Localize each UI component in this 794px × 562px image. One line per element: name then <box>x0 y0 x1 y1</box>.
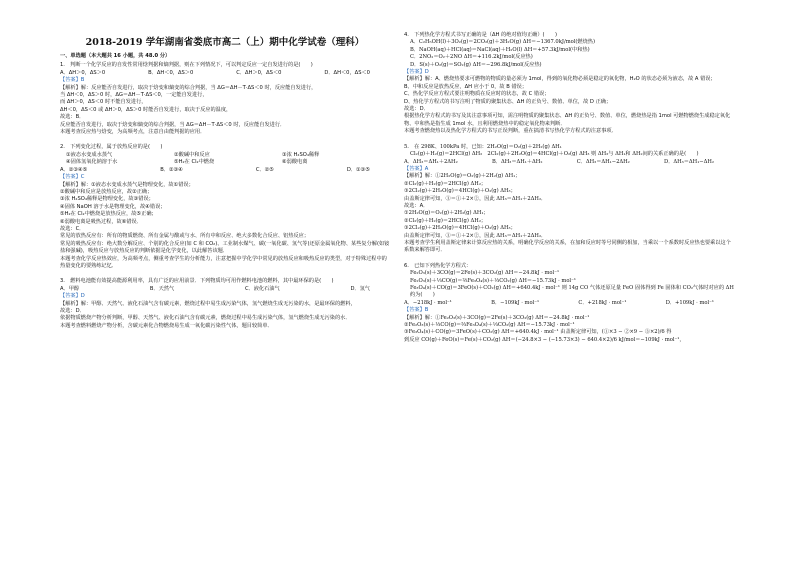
option-row <box>60 70 390 77</box>
analysis-line: ①2H₂O(g)＝O₂(g)＋2H₂(g) ΔH₁； <box>404 210 489 217</box>
option-d: D．ΔH₃＝ΔH₁−ΔH₂ <box>664 158 714 165</box>
analysis-line: 【解析】解：A、燃烧热要求可燃物的物质的量必须为 1mol，得到的氧化物必须是稳定的氧化物，H₂O 的状态必须为液态，故 A 错误； <box>404 76 716 83</box>
analysis-line: 故选：C． <box>60 225 85 232</box>
analysis-line: 本题考查学生利用盖斯定律来计算反应热的关系，明确化学反应的关系，在加和反应时等号同侧的相加，当乘以一个系数时反应热也要乘以这个系数来解答即可． <box>404 239 731 254</box>
analysis-line: ΔH＜0，ΔS＜0 或 ΔH＞0，ΔS＞0 时能否自发进行，取决于反应的温度， <box>60 106 232 113</box>
option-b: B．②③④ <box>160 166 183 173</box>
analysis-line: 根据热化学方程式的书写及其注意事项可知，需注明物质的聚集状态、ΔH 的正负号、数值、单位，燃烧热是指 1mol 可燃物燃烧生成稳定氧化物、中和热是指生成 1mol 水，且利用燃烧热中的稳定氧化物来判断． <box>404 113 731 127</box>
item: ①液态水变成水蒸气 <box>66 151 113 158</box>
analysis-line: 【解析】解：①Fe₂O₃(s)＋3CO(g)＝2Fe(s)＋3CO₂(g) ΔH＝−24.8kJ · mol⁻¹ <box>404 314 590 321</box>
option-row <box>404 300 734 307</box>
analysis-line: 依据物质燃烧产物分析判断，甲醇、天然气、液化石油气含有碳元素，燃烧过程中易生成污染气体，氢气燃烧生成无污染的水． <box>60 315 351 322</box>
option-b: B．ΔH＜0，ΔS＞0 <box>148 69 194 76</box>
option-b: B．天然气 <box>149 285 175 292</box>
analysis-line: ③Fe₃O₄(s)＋CO(g)＝3FeO(s)＋CO₂(g) ΔH＝+640.4kJ · mol⁻¹ 由盖斯定律可知，(①×3 − ②×9 − ③×2)/6 得 <box>404 329 672 336</box>
answer-label: 【答案】B <box>60 77 85 84</box>
analysis-line: ④固体 NaOH 溶于水是物理变化，故④错误； <box>60 203 166 210</box>
analysis-line: 到反应 CO(g)＋FeO(s)＝Fe(s)＋CO₂(g) ΔH＝(−24.8×3 − (−15.73×3) − 640.4×2)/6 kJ/mol＝−109kJ · mol⁻¹， <box>404 336 685 343</box>
item: ⑥弱酸电离 <box>282 159 308 166</box>
analysis-line: 【解析】解：甲醇、天然气、液化石油气含有碳元素，燃烧过程中易生成污染气体，氢气燃烧生成无污染的水，是最环保的燃料， <box>60 300 356 307</box>
left-column <box>60 10 390 330</box>
analysis-line: 反应能否自发进行，取决于焓变和熵变的综合判据，当 ΔG＝ΔH－T·ΔS＜0 时，反应能自发进行． <box>60 121 286 128</box>
analysis-line: 本题考查反应热与焓变，为高频考点，注意自由能判据的应用． <box>60 129 206 136</box>
analysis-line: 故选：B． <box>60 114 85 121</box>
analysis-line: 故选：D． <box>60 308 85 314</box>
analysis-line: 故选：D． <box>404 106 429 113</box>
analysis-line: 本题考查燃烧热以及热化学方程式的书写正误判断，重在搞清书写热化学方程式的注意事项． <box>404 128 617 135</box>
question-line: Fe₃O₄(s)＋CO(g)＝3FeO(s)＋CO₂(g) ΔH＝+640.4kJ · mol⁻¹ 则 14g CO 气体还原足量 FeO 固体得到 Fe 固体和 CO₂气体时对应的 ΔH 约为( ) <box>410 285 734 299</box>
option-c: C．ΔH＞0，ΔS＜0 <box>236 69 282 76</box>
question-stem: 1. 判断一个化学反应的自发性常用焓判据和熵判据，则在下列情况下，可以判定反应一定自发进行的是( ) <box>60 62 313 69</box>
option-c: C．②⑤ <box>255 166 274 173</box>
answer-label: 【答案】C <box>60 174 85 181</box>
analysis-line: D、热化学方程式的书写注明了物质的聚集状态、ΔH 的正负号、数值、单位，故 D 正确； <box>404 98 612 105</box>
analysis-line: C、热化学反应方程式要注明物质在反应时的状态，故 C 错误； <box>404 91 550 98</box>
answer-label: 【答案】B <box>404 307 429 314</box>
option-row <box>60 286 390 293</box>
option-a: A．ΔH＞0，ΔS＞0 <box>60 69 106 76</box>
analysis-line: 当 ΔH＜0，ΔS＞0 时，ΔG＝ΔH－T·ΔS＜0，一定能自发进行， <box>60 92 208 99</box>
option-b: B．−109kJ · mol⁻¹ <box>491 299 540 306</box>
option-a: A．C₂H₅OH(l)＋3O₂(g)＝2CO₂(g)＋3H₂O(g) ΔH＝−1367.0kJ/mol(燃烧热) <box>410 39 596 46</box>
analysis-line: 常见的放热反应有：所有的物质燃烧、所有金属与酸或与水、所有中和反应、绝大多数化合反应、铝热反应； <box>60 233 310 240</box>
section-heading: 一、单选题（本大题共 16 小题，共 48.0 分） <box>60 53 171 59</box>
analysis-line: 而 ΔH＞0，ΔS＜0 时不能自发进行， <box>60 99 147 106</box>
question-stem: 5. 在 298K、100kPa 时，已知：2H₂O(g)＝O₂(g)＋2H₂(g) ΔH₁ <box>404 143 562 150</box>
option-d: D．+109kJ · mol⁻¹ <box>665 299 714 306</box>
doc-title: 2018-2019 学年湖南省娄底市高二（上）期中化学试卷（理科） <box>85 37 365 48</box>
option-row <box>404 159 734 166</box>
analysis-line: B、中和反应是放热反应，ΔH 应小于 0，故 B 错误； <box>404 83 528 90</box>
analysis-line: 故选：A． <box>404 202 429 209</box>
analysis-line: ②酸碱中和反应是放热反应，故②正确； <box>60 188 153 195</box>
analysis-line: ⑤H₂在 Cl₂中燃烧是放热反应，故⑤正确； <box>60 211 157 218</box>
analysis-line: 由盖斯定律可知，③＝①＋2×②，因此 ΔH₃＝ΔH₁＋2ΔH₂． <box>404 195 547 202</box>
answer-label: 【答案】A <box>404 165 429 172</box>
analysis-line: 常见的吸热反应有：绝大数分解反应、个别的化合反应(如 C 和 CO₂)、工业制水煤气、碳(一氧化碳、氢气等)还原金属氧化物、某些复分解(如铵盐和强碱)，吸热反应与放热反应的判断依据是化学变化，以此解答该题． <box>60 240 390 255</box>
analysis-line: ②Cl₂(g)＋H₂(g)＝2HCl(g) ΔH₂； <box>404 217 487 224</box>
option-d: D．S(s)＋O₂(g)＝SO₂(g) ΔH＝−296.8kJ/mol(反应热) <box>410 61 542 68</box>
question-3 <box>60 278 390 330</box>
item: ④固体氢氧化钠溶于水 <box>66 159 118 166</box>
option-a: A．②③④⑤ <box>60 166 88 173</box>
option-row <box>60 167 390 174</box>
option-b: B．NaOH(aq)＋HCl(aq)＝NaCl(aq)＋H₂O(l) ΔH＝+57.3kJ/mol(中和热) <box>410 46 590 53</box>
option-d: D．氢气 <box>350 285 370 292</box>
option-c: C．2NO₂＝O₂＋2NO ΔH＝+116.2kJ/mol(反应热) <box>410 54 533 61</box>
analysis-line: 【解析】解：①液态水变成水蒸气是物理变化，故①错误； <box>60 181 194 188</box>
answer-label: 【答案】D <box>404 69 429 76</box>
analysis-line: ③2Cl₂(g)＋2H₂O(g)＝4HCl(g)＋O₂(g) ΔH₃； <box>404 188 516 195</box>
analysis-line: 【解析】解：反应能否自发进行，取决于焓变和熵变的综合判据，当 ΔG＝ΔH－T·ΔS＜0 时，反应能自发进行， <box>60 84 317 91</box>
option-c: C．ΔH₃＝ΔH₁−2ΔH₂ <box>576 158 630 165</box>
analysis-line: ②Fe₂O₃(s)＋⅓CO(g)＝⅔Fe₃O₄(s)＋⅓CO₂(g) ΔH＝−15.73kJ · mol⁻¹ <box>404 322 575 329</box>
option-c: C．+218kJ · mol⁻¹ <box>578 299 627 306</box>
item: ③浓 H₂SO₄稀释 <box>282 151 320 158</box>
analysis-line: ⑥弱酸电离是吸热过程，故⑥错误． <box>60 218 142 225</box>
question-stem: 6. 已知下列热化学方程式： <box>404 262 472 269</box>
question-line: Fe₂O₃(s)＋3CO(g)＝2Fe(s)＋3CO₂(g) ΔH＝−24.8kJ · mol⁻¹ <box>410 270 560 277</box>
option-a: A．−218kJ · mol⁻¹ <box>404 299 452 306</box>
question-stem: 4. 下列热化学方程式书写正确的是（ΔH 的绝对值均正确）( ) <box>404 32 557 38</box>
question-6 <box>404 263 734 344</box>
option-b: B．ΔH₃＝ΔH₁＋ΔH₂ <box>491 158 543 165</box>
analysis-line: ②Cl₂(g)＋H₂(g)＝2HCl(g) ΔH₂； <box>404 180 487 187</box>
question-line: Fe₂O₃(s)＋⅓CO(g)＝⅔Fe₃O₄(s)＋⅓CO₂(g) ΔH＝−15.73kJ · mol⁻¹ <box>410 277 576 284</box>
analysis-line: 本题考查化学反应热效应，为高频考点，侧重考查学生的分析能力，注意把握中学化学中常见的放热反应和吸热反应的类型，对于特殊过程中的热量变化的要熟练记忆． <box>60 255 387 269</box>
option-c: C．液化石油气 <box>244 285 280 292</box>
analysis-line: 本题考查燃料燃烧产物分析，含碳元素化合物燃烧易生成一氧化碳污染性气体，题目较简单． <box>60 322 273 329</box>
option-d: D．ΔH＜0，ΔS＜0 <box>324 69 370 76</box>
option-d: D．①③⑤ <box>346 166 370 173</box>
question-1 <box>60 62 390 136</box>
question-5 <box>404 144 734 255</box>
answer-label: 【答案】D <box>60 293 85 300</box>
question-line: Cl₂(g)＋H₂(g)＝2HCl(g) ΔH₂ 2Cl₂(g)＋2H₂O(g)＝4HCl(g)＋O₂(g) ΔH₃ 则 ΔH₃与 ΔH₁和 ΔH₂间的关系正确的是( ) <box>410 151 699 158</box>
question-stem: 3. 燃料电池能有效提高能源利用率，具有广泛的应用前景．下列物质均可用作燃料电池的燃料，其中最环保的是( ) <box>60 278 334 285</box>
item: ⑤H₂在 Cl₂中燃烧 <box>174 159 215 166</box>
right-column <box>404 10 734 344</box>
analysis-line: ③浓 H₂SO₄稀释是物理变化，故③错误； <box>60 196 154 203</box>
option-a: A．ΔH₃＝ΔH₁＋2ΔH₂ <box>404 158 458 165</box>
item-list <box>60 152 390 167</box>
analysis-line: ③2Cl₂(g)＋2H₂O(g)＝4HCl(g)＋O₂(g) ΔH₃； <box>404 225 516 232</box>
option-a: A．甲醇 <box>60 285 80 292</box>
analysis-line: 由盖斯定律可知，③＝①＋2×②，因此 ΔH₃＝ΔH₁＋2ΔH₂． <box>404 232 547 239</box>
question-2 <box>60 144 390 270</box>
question-4 <box>404 32 734 136</box>
analysis-line: 【解析】解：①2H₂O(g)＝O₂(g)＋2H₂(g) ΔH₁； <box>404 173 521 180</box>
item: ②酸碱中和反应 <box>174 151 210 158</box>
question-stem: 2. 下列变化过程，属于放热反应的是( ) <box>60 144 163 151</box>
